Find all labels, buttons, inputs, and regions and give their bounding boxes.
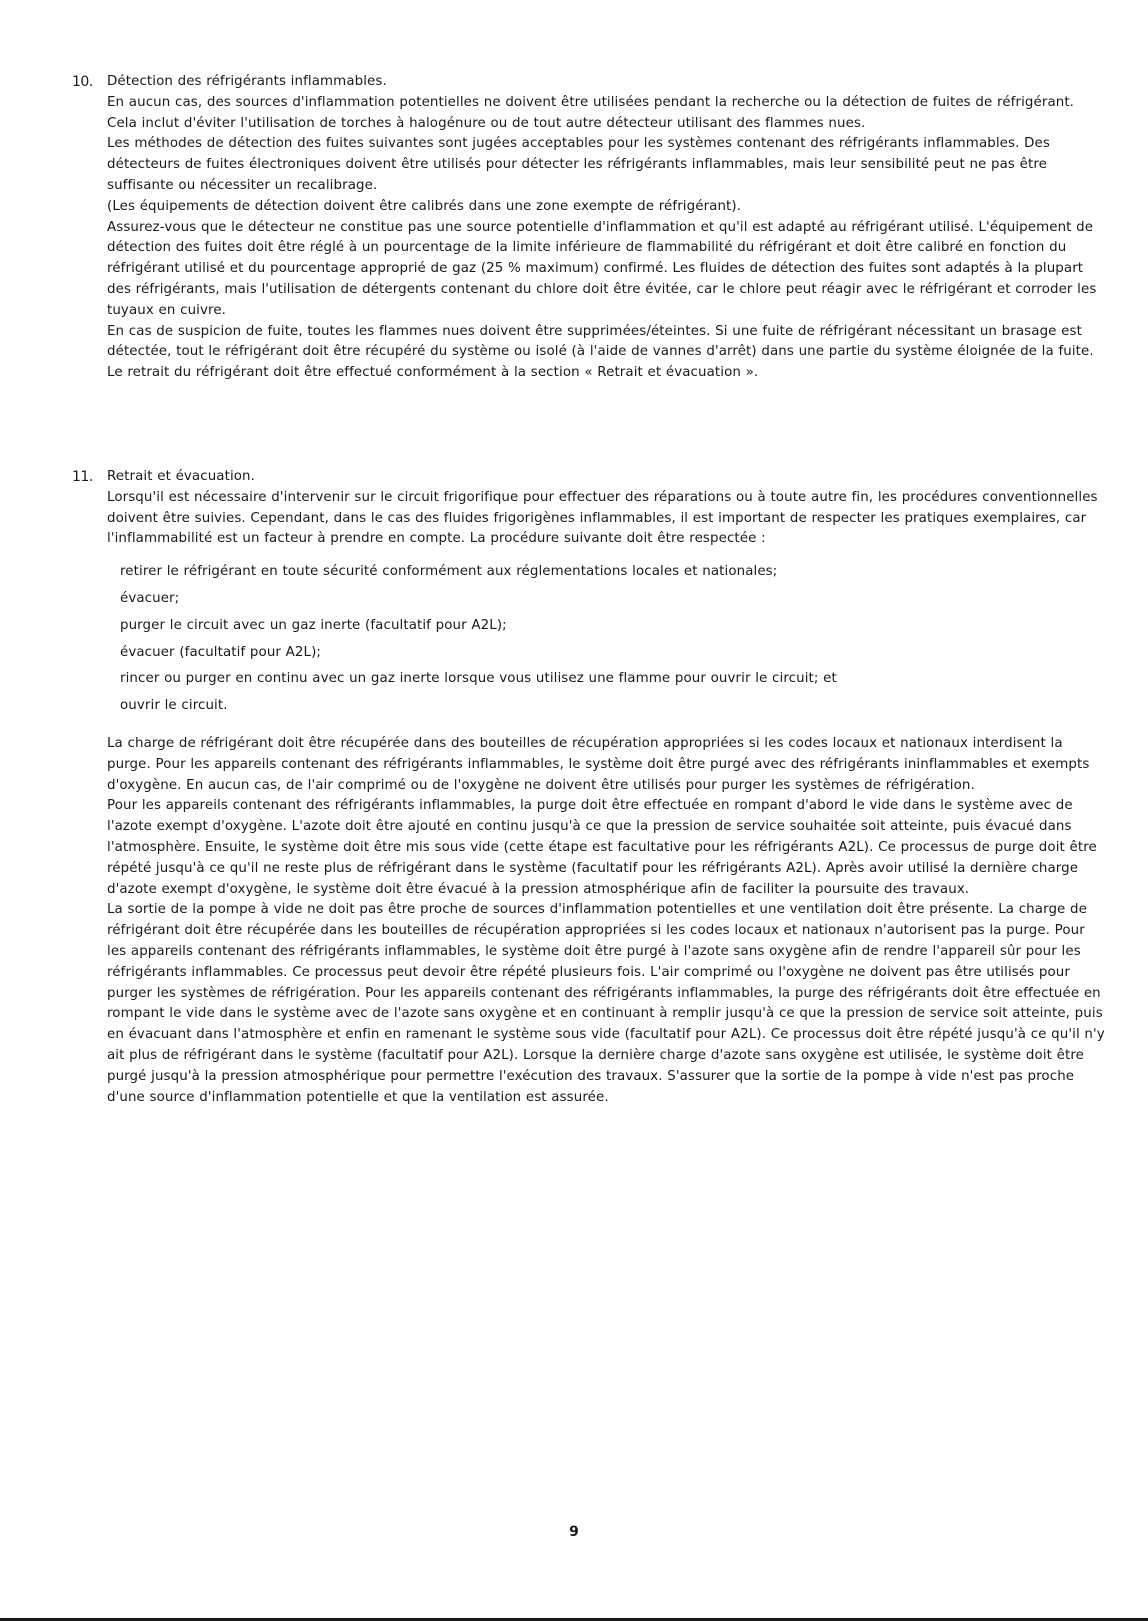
paragraph: En aucun cas, des sources d'inflammation potentielles ne doivent être utilisées pendant la recherche ou la détection de fuites de réfrigérant. Cela inclut d'éviter l'utilisation de torches à halogénure ou de tout autre détecteur utilisant des flammes nues.	[107, 94, 1075, 131]
list-item: ouvrir le circuit.	[120, 698, 228, 714]
paragraph: (Les équipements de détection doivent être calibrés dans une zone exempte de réfrigérant).	[107, 198, 742, 214]
paragraph: En cas de suspicion de fuite, toutes les flammes nues doivent être supprimées/éteintes. Si une fuite de réfrigérant nécessitant un brasage est détectée, tout le réfrigérant doit être récupéré du système ou isolé (à l'aide de vannes d'arrêt) dans une partie du système éloignée de la fuite. Le retrait du réfrigérant doit être effectué conformément à la section « Retrait et évacuation ».	[107, 323, 1094, 381]
list-item: retirer le réfrigérant en toute sécurité conformément aux réglementations locales et nationales;	[120, 564, 778, 580]
section-body	[107, 72, 1107, 384]
paragraph: Les méthodes de détection des fuites suivantes sont jugées acceptables pour les systèmes contenant des réfrigérants inflammables. Des détecteurs de fuites électroniques doivent être utilisés pour détecter les réfrigérants inflammables, mais leur sensibilité peut ne pas être suffisante ou nécessiter un recalibrage.	[107, 136, 1050, 193]
paragraph: Assurez-vous que le détecteur ne constitue pas une source potentielle d'inflammation et qu'il est adapté au réfrigérant utilisé. L'équipement de détection des fuites doit être réglé à un pourcentage de la limite inférieure de flammabilité du réfrigérant et doit être calibré en fonction du réfrigérant utilisé et du pourcentage approprié de gaz (25 % maximum) confirmé. Les fluides de détection des fuites sont adaptés à la plupart des réfrigérants, mais l'utilisation de détergents contenant du chlore doit être évitée, car le chlore peut réagir avec le réfrigérant et corroder les tuyaux en cuivre.	[107, 219, 1097, 318]
list-item: évacuer;	[120, 590, 180, 606]
paragraph: Lorsqu'il est nécessaire d'intervenir sur le circuit frigorifique pour effectuer des réparations ou à toute autre fin, les procédures conventionnelles doivent être suivies. Cependant, dans le cas des fluides frigorigènes inflammables, il est important de respecter les pratiques exemplaires, car l'inflammabilité est un facteur à prendre en compte. La procédure suivante doit être respectée :	[107, 489, 1098, 547]
section-title: Retrait et évacuation.	[107, 469, 256, 484]
list-item: évacuer (facultatif pour A2L);	[120, 644, 322, 660]
paragraph: Pour les appareils contenant des réfrigérants inflammables, la purge doit être effectuée en rompant d'abord le vide dans le système avec de l'azote exempt d'oxygène. L'azote doit être ajouté en continu jusqu'à ce que la pression de service souhaitée soit atteinte, puis évacué dans l'atmosphère. Ensuite, le système doit être mis sous vide (cette étape est facultative pour les réfrigérants A2L). Ce processus de purge doit être répété jusqu'à ce qu'il ne reste plus de réfrigérant dans le système (facultatif pour les réfrigérants A2L). Après avoir utilisé la dernière charge d'azote exempt d'oxygène, le système doit être évacué à la pression atmosphérique afin de faciliter la poursuite des travaux.	[107, 798, 1097, 897]
paragraph: La sortie de la pompe à vide ne doit pas être proche de sources d'inflammation potentielles et une ventilation doit être présente. La charge de réfrigérant doit être récupérée dans les bouteilles de récupération appropriées si les codes locaux et nationaux n'autorisent pas la purge. Pour les appareils contenant des réfrigérants inflammables, le système doit être purgé à l'azote sans oxygène afin de rendre l'appareil sûr pour les réfrigérants inflammables. Ce processus peut devoir être répété plusieurs fois. L'air comprimé ou l'oxygène ne doivent pas être utilisés pour purger les systèmes de réfrigération. Pour les appareils contenant des réfrigérants inflammables, la purge des réfrigérants doit être effectuée en rompant le vide dans le système avec de l'azote sans oxygène et en continuant à remplir jusqu'à ce que la pression de service soit atteinte, puis en évacuant dans l'atmosphère et enfin en ramenant le système sous vide (facultatif pour A2L). Ce processus doit être répété jusqu'à ce qu'il n'y ait plus de réfrigérant dans le système (facultatif pour A2L). Lorsque la dernière charge d'azote sans oxygène est utilisée, le système doit être purgé jusqu'à la pression atmosphérique pour permettre l'exécution des travaux. S'assurer que la sortie de la pompe à vide n'est pas proche d'une source d'inflammation potentielle et que la ventilation est assurée.	[107, 902, 1105, 1105]
section-title: Détection des réfrigérants inflammables.	[107, 74, 387, 89]
procedure-list	[107, 559, 1107, 720]
section-number: 11.	[72, 469, 93, 485]
section-number: 10.	[72, 74, 93, 90]
section-body	[107, 467, 1107, 1108]
paragraph: La charge de réfrigérant doit être récupérée dans des bouteilles de récupération appropriées si les codes locaux et nationaux interdisent la purge. Pour les appareils contenant des réfrigérants inflammables, le système doit être purgé avec des réfrigérants ininflammables et exempts d'oxygène. En aucun cas, de l'air comprimé ou de l'oxygène ne doivent être utilisés pour purger les systèmes de réfrigération.	[107, 735, 1090, 793]
page-number: 9	[569, 1524, 579, 1540]
list-item: rincer ou purger en continu avec un gaz inerte lorsque vous utilisez une flamme pour ouvrir le circuit; et	[120, 671, 837, 687]
list-item: purger le circuit avec un gaz inerte (facultatif pour A2L);	[120, 617, 507, 633]
